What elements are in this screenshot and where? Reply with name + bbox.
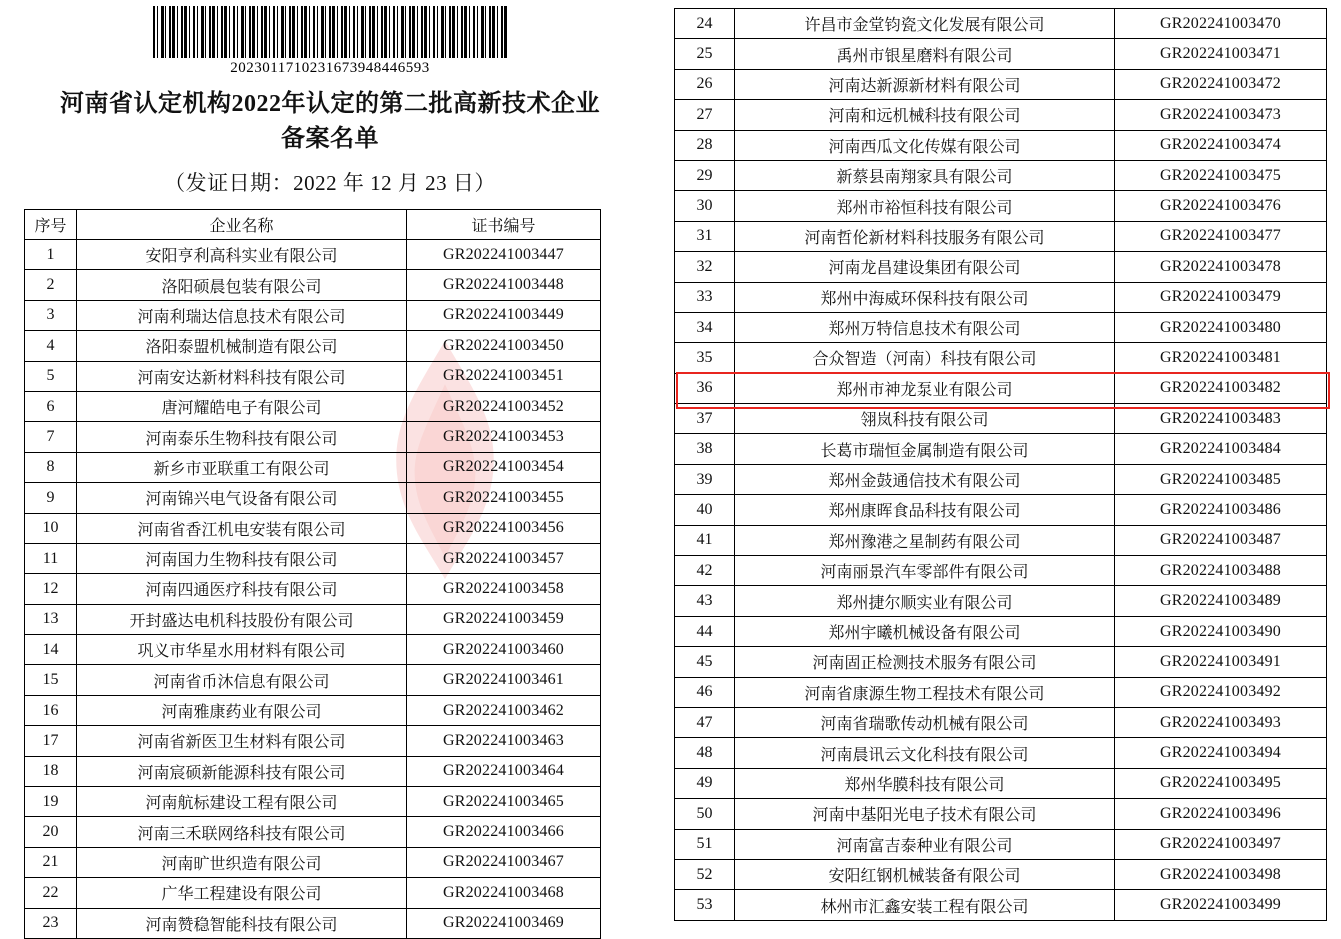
cell-index: 13 — [25, 604, 77, 634]
cell-enterprise-name: 河南赞稳智能科技有限公司 — [77, 908, 407, 938]
cell-index: 5 — [25, 361, 77, 391]
barcode-image — [153, 6, 508, 58]
table-row — [675, 39, 1327, 69]
table-row — [25, 361, 601, 391]
table-row — [25, 695, 601, 725]
cell-enterprise-name: 河南宸硕新能源科技有限公司 — [77, 756, 407, 786]
cell-enterprise-name: 河南达新源新材料有限公司 — [735, 69, 1115, 99]
cell-certificate-number: GR202241003459 — [407, 604, 601, 634]
column-header-name: 企业名称 — [77, 209, 407, 239]
cell-certificate-number: GR202241003485 — [1115, 464, 1327, 494]
cell-enterprise-name: 河南和远机械科技有限公司 — [735, 100, 1115, 130]
table-row — [675, 556, 1327, 586]
table-row — [675, 616, 1327, 646]
table-row — [675, 191, 1327, 221]
cell-index: 2 — [25, 270, 77, 300]
barcode-block — [150, 6, 510, 77]
cell-index: 37 — [675, 404, 735, 434]
cell-certificate-number: GR202241003496 — [1115, 799, 1327, 829]
table-row — [675, 221, 1327, 251]
cell-certificate-number: GR202241003488 — [1115, 556, 1327, 586]
cell-index: 16 — [25, 695, 77, 725]
cell-index: 50 — [675, 799, 735, 829]
cell-index: 14 — [25, 635, 77, 665]
cell-certificate-number: GR202241003480 — [1115, 312, 1327, 342]
cell-index: 33 — [675, 282, 735, 312]
cell-index: 36 — [675, 373, 735, 403]
cell-enterprise-name: 河南丽景汽车零部件有限公司 — [735, 556, 1115, 586]
cell-enterprise-name: 郑州市神龙泵业有限公司 — [735, 373, 1115, 403]
document-issue-date: （发证日期：2022 年 12 月 23 日） — [164, 170, 496, 195]
table-row — [675, 282, 1327, 312]
cell-index: 42 — [675, 556, 735, 586]
document-title-line1: 河南省认定机构2022年认定的第二批高新技术企业 — [60, 91, 600, 117]
cell-enterprise-name: 河南旷世织造有限公司 — [77, 847, 407, 877]
table-row — [675, 160, 1327, 190]
table-row — [675, 738, 1327, 768]
table-row — [675, 829, 1327, 859]
cell-index: 15 — [25, 665, 77, 695]
cell-certificate-number: GR202241003486 — [1115, 495, 1327, 525]
table-row — [675, 312, 1327, 342]
table-row — [675, 525, 1327, 555]
table-row — [25, 270, 601, 300]
cell-enterprise-name: 河南省瑞歌传动机械有限公司 — [735, 707, 1115, 737]
cell-enterprise-name: 郑州豫港之星制药有限公司 — [735, 525, 1115, 555]
table-row — [25, 665, 601, 695]
cell-enterprise-name: 郑州中海威环保科技有限公司 — [735, 282, 1115, 312]
barcode-number: 2023011710231673948446593 — [230, 60, 430, 76]
cell-index: 41 — [675, 525, 735, 555]
table-row — [25, 483, 601, 513]
cell-certificate-number: GR202241003460 — [407, 635, 601, 665]
table-row — [25, 908, 601, 938]
cell-enterprise-name: 安阳红钢机械装备有限公司 — [735, 859, 1115, 889]
cell-enterprise-name: 郑州华膜科技有限公司 — [735, 768, 1115, 798]
cell-certificate-number: GR202241003462 — [407, 695, 601, 725]
cell-certificate-number: GR202241003450 — [407, 331, 601, 361]
cell-certificate-number: GR202241003458 — [407, 574, 601, 604]
enterprise-table-left — [24, 209, 601, 939]
cell-index: 26 — [675, 69, 735, 99]
cell-certificate-number: GR202241003478 — [1115, 252, 1327, 282]
cell-index: 29 — [675, 160, 735, 190]
cell-index: 18 — [25, 756, 77, 786]
cell-enterprise-name: 河南三禾联网络科技有限公司 — [77, 817, 407, 847]
cell-enterprise-name: 广华工程建设有限公司 — [77, 878, 407, 908]
cell-certificate-number: GR202241003448 — [407, 270, 601, 300]
table-row — [675, 404, 1327, 434]
cell-enterprise-name: 郑州金鼓通信技术有限公司 — [735, 464, 1115, 494]
cell-index: 20 — [25, 817, 77, 847]
cell-enterprise-name: 开封盛达电机科技股份有限公司 — [77, 604, 407, 634]
table-row — [25, 574, 601, 604]
cell-enterprise-name: 郑州宇曦机械设备有限公司 — [735, 616, 1115, 646]
table-row — [25, 604, 601, 634]
table-header-row — [25, 209, 601, 239]
table-row — [25, 391, 601, 421]
cell-index: 25 — [675, 39, 735, 69]
table-row — [675, 677, 1327, 707]
cell-index: 12 — [25, 574, 77, 604]
cell-certificate-number: GR202241003453 — [407, 422, 601, 452]
cell-enterprise-name: 河南雅康药业有限公司 — [77, 695, 407, 725]
table-row — [25, 787, 601, 817]
cell-enterprise-name: 河南省香江机电安装有限公司 — [77, 513, 407, 543]
cell-index: 6 — [25, 391, 77, 421]
table-row — [675, 130, 1327, 160]
cell-index: 48 — [675, 738, 735, 768]
table-row — [675, 707, 1327, 737]
cell-certificate-number: GR202241003463 — [407, 726, 601, 756]
cell-enterprise-name: 唐河耀皓电子有限公司 — [77, 391, 407, 421]
cell-enterprise-name: 郑州捷尔顺实业有限公司 — [735, 586, 1115, 616]
cell-certificate-number: GR202241003454 — [407, 452, 601, 482]
cell-index: 21 — [25, 847, 77, 877]
column-header-index: 序号 — [25, 209, 77, 239]
cell-enterprise-name: 新乡市亚联重工有限公司 — [77, 452, 407, 482]
cell-index: 30 — [675, 191, 735, 221]
cell-certificate-number: GR202241003474 — [1115, 130, 1327, 160]
cell-certificate-number: GR202241003473 — [1115, 100, 1327, 130]
cell-certificate-number: GR202241003481 — [1115, 343, 1327, 373]
cell-enterprise-name: 禹州市银星磨料有限公司 — [735, 39, 1115, 69]
cell-index: 22 — [25, 878, 77, 908]
table-row — [675, 495, 1327, 525]
cell-enterprise-name: 林州市汇鑫安装工程有限公司 — [735, 890, 1115, 920]
cell-certificate-number: GR202241003472 — [1115, 69, 1327, 99]
cell-certificate-number: GR202241003490 — [1115, 616, 1327, 646]
cell-certificate-number: GR202241003494 — [1115, 738, 1327, 768]
cell-certificate-number: GR202241003479 — [1115, 282, 1327, 312]
table-row — [25, 878, 601, 908]
cell-index: 24 — [675, 9, 735, 39]
cell-index: 8 — [25, 452, 77, 482]
table-row — [675, 464, 1327, 494]
table-row — [675, 586, 1327, 616]
cell-index: 28 — [675, 130, 735, 160]
cell-enterprise-name: 河南固正检测技术服务有限公司 — [735, 647, 1115, 677]
cell-index: 34 — [675, 312, 735, 342]
cell-enterprise-name: 河南西瓜文化传媒有限公司 — [735, 130, 1115, 160]
cell-certificate-number: GR202241003487 — [1115, 525, 1327, 555]
cell-enterprise-name: 长葛市瑞恒金属制造有限公司 — [735, 434, 1115, 464]
table-row — [675, 890, 1327, 920]
table-row — [25, 300, 601, 330]
table-row — [25, 817, 601, 847]
cell-index: 17 — [25, 726, 77, 756]
table-row — [25, 543, 601, 573]
cell-index: 35 — [675, 343, 735, 373]
cell-enterprise-name: 河南安达新材料科技有限公司 — [77, 361, 407, 391]
cell-enterprise-name: 郑州康晖食品科技有限公司 — [735, 495, 1115, 525]
column-header-cert: 证书编号 — [407, 209, 601, 239]
cell-certificate-number: GR202241003465 — [407, 787, 601, 817]
cell-certificate-number: GR202241003457 — [407, 543, 601, 573]
cell-enterprise-name: 河南中基阳光电子技术有限公司 — [735, 799, 1115, 829]
cell-enterprise-name: 河南锦兴电气设备有限公司 — [77, 483, 407, 513]
cell-certificate-number: GR202241003498 — [1115, 859, 1327, 889]
table-row — [25, 635, 601, 665]
cell-certificate-number: GR202241003483 — [1115, 404, 1327, 434]
cell-enterprise-name: 河南省新医卫生材料有限公司 — [77, 726, 407, 756]
cell-certificate-number: GR202241003449 — [407, 300, 601, 330]
table-row — [675, 799, 1327, 829]
cell-index: 51 — [675, 829, 735, 859]
cell-enterprise-name: 河南省币沐信息有限公司 — [77, 665, 407, 695]
cell-enterprise-name: 许昌市金堂钧瓷文化发展有限公司 — [735, 9, 1115, 39]
cell-index: 9 — [25, 483, 77, 513]
table-row — [675, 373, 1327, 403]
document-title — [40, 87, 620, 157]
cell-certificate-number: GR202241003482 — [1115, 373, 1327, 403]
cell-enterprise-name: 河南晨讯云文化科技有限公司 — [735, 738, 1115, 768]
cell-certificate-number: GR202241003466 — [407, 817, 601, 847]
cell-certificate-number: GR202241003461 — [407, 665, 601, 695]
cell-enterprise-name: 河南龙昌建设集团有限公司 — [735, 252, 1115, 282]
cell-certificate-number: GR202241003451 — [407, 361, 601, 391]
table-row — [675, 768, 1327, 798]
cell-index: 52 — [675, 859, 735, 889]
cell-certificate-number: GR202241003470 — [1115, 9, 1327, 39]
cell-certificate-number: GR202241003495 — [1115, 768, 1327, 798]
cell-certificate-number: GR202241003471 — [1115, 39, 1327, 69]
cell-index: 43 — [675, 586, 735, 616]
cell-index: 23 — [25, 908, 77, 938]
cell-index: 39 — [675, 464, 735, 494]
cell-enterprise-name: 合众智造（河南）科技有限公司 — [735, 343, 1115, 373]
cell-certificate-number: GR202241003489 — [1115, 586, 1327, 616]
cell-index: 53 — [675, 890, 735, 920]
cell-enterprise-name: 河南国力生物科技有限公司 — [77, 543, 407, 573]
cell-enterprise-name: 河南四通医疗科技有限公司 — [77, 574, 407, 604]
table-row — [25, 847, 601, 877]
table-row — [25, 513, 601, 543]
cell-index: 38 — [675, 434, 735, 464]
cell-index: 47 — [675, 707, 735, 737]
table-row — [675, 343, 1327, 373]
cell-certificate-number: GR202241003464 — [407, 756, 601, 786]
table-row — [675, 69, 1327, 99]
cell-certificate-number: GR202241003499 — [1115, 890, 1327, 920]
cell-enterprise-name: 新蔡县南翔家具有限公司 — [735, 160, 1115, 190]
cell-enterprise-name: 河南富吉泰种业有限公司 — [735, 829, 1115, 859]
cell-enterprise-name: 安阳亨利高科实业有限公司 — [77, 239, 407, 269]
cell-certificate-number: GR202241003469 — [407, 908, 601, 938]
cell-enterprise-name: 河南利瑞达信息技术有限公司 — [77, 300, 407, 330]
table-body-right — [675, 9, 1327, 921]
table-row — [675, 100, 1327, 130]
cell-index: 40 — [675, 495, 735, 525]
document-title-line2: 备案名单 — [281, 125, 379, 152]
cell-enterprise-name: 洛阳泰盟机械制造有限公司 — [77, 331, 407, 361]
cell-enterprise-name: 洛阳硕晨包装有限公司 — [77, 270, 407, 300]
cell-enterprise-name: 河南哲伦新材料科技服务有限公司 — [735, 221, 1115, 251]
cell-enterprise-name: 河南航标建设工程有限公司 — [77, 787, 407, 817]
cell-index: 32 — [675, 252, 735, 282]
table-row — [675, 9, 1327, 39]
table-row — [675, 647, 1327, 677]
table-row — [25, 331, 601, 361]
cell-enterprise-name: 翎岚科技有限公司 — [735, 404, 1115, 434]
cell-certificate-number: GR202241003492 — [1115, 677, 1327, 707]
cell-enterprise-name: 巩义市华星水用材料有限公司 — [77, 635, 407, 665]
cell-certificate-number: GR202241003456 — [407, 513, 601, 543]
cell-index: 1 — [25, 239, 77, 269]
cell-index: 11 — [25, 543, 77, 573]
cell-index: 4 — [25, 331, 77, 361]
cell-certificate-number: GR202241003455 — [407, 483, 601, 513]
cell-index: 19 — [25, 787, 77, 817]
cell-certificate-number: GR202241003477 — [1115, 221, 1327, 251]
table-row — [675, 434, 1327, 464]
table-row — [25, 726, 601, 756]
cell-index: 44 — [675, 616, 735, 646]
cell-enterprise-name: 河南泰乐生物科技有限公司 — [77, 422, 407, 452]
cell-certificate-number: GR202241003476 — [1115, 191, 1327, 221]
cell-index: 31 — [675, 221, 735, 251]
cell-enterprise-name: 郑州市裕恒科技有限公司 — [735, 191, 1115, 221]
cell-certificate-number: GR202241003497 — [1115, 829, 1327, 859]
table-row — [25, 422, 601, 452]
cell-index: 7 — [25, 422, 77, 452]
cell-certificate-number: GR202241003468 — [407, 878, 601, 908]
right-column — [660, 0, 1341, 938]
cell-index: 45 — [675, 647, 735, 677]
cell-certificate-number: GR202241003484 — [1115, 434, 1327, 464]
cell-certificate-number: GR202241003491 — [1115, 647, 1327, 677]
cell-enterprise-name: 河南省康源生物工程技术有限公司 — [735, 677, 1115, 707]
table-row — [25, 239, 601, 269]
cell-certificate-number: GR202241003475 — [1115, 160, 1327, 190]
cell-index: 46 — [675, 677, 735, 707]
table-row — [675, 252, 1327, 282]
cell-index: 10 — [25, 513, 77, 543]
table-body-left — [25, 239, 601, 938]
cell-certificate-number: GR202241003467 — [407, 847, 601, 877]
enterprise-table-right — [674, 8, 1327, 921]
table-row — [675, 859, 1327, 889]
cell-enterprise-name: 郑州万特信息技术有限公司 — [735, 312, 1115, 342]
cell-index: 27 — [675, 100, 735, 130]
table-row — [25, 452, 601, 482]
table-row — [25, 756, 601, 786]
left-column — [0, 0, 660, 938]
cell-certificate-number: GR202241003447 — [407, 239, 601, 269]
cell-certificate-number: GR202241003452 — [407, 391, 601, 421]
cell-certificate-number: GR202241003493 — [1115, 707, 1327, 737]
cell-index: 49 — [675, 768, 735, 798]
cell-index: 3 — [25, 300, 77, 330]
